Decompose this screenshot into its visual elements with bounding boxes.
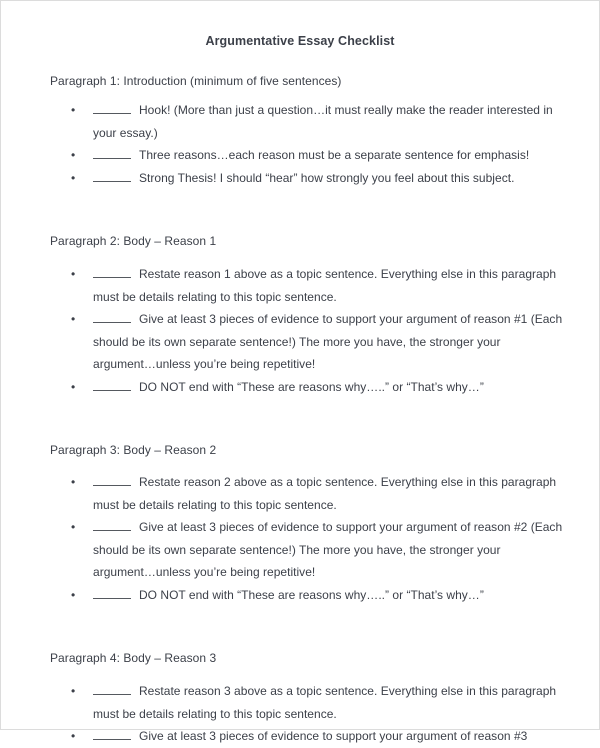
checklist-item: [1, 725, 599, 748]
checklist-item: [1, 99, 599, 144]
checklist-item-label: DO NOT end with “These are reasons why…..” or “That’s why…”: [139, 587, 484, 602]
blank-fill-in[interactable]: [93, 520, 131, 531]
section-heading: Paragraph 4: Body – Reason 3: [50, 651, 217, 665]
bullet-icon: •: [71, 520, 76, 534]
bullet-icon: •: [71, 103, 76, 117]
checklist-paragraph-3: [1, 457, 599, 606]
checklist-item-label: Strong Thesis! I should “hear” how strongly you feel about this subject.: [139, 170, 515, 185]
checklist-item-label: DO NOT end with “These are reasons why…..” or “That’s why…”: [139, 379, 484, 394]
bullet-icon: •: [71, 684, 76, 698]
section-paragraph-1: [1, 48, 599, 189]
section-heading: Paragraph 1: Introduction (minimum of five sentences): [50, 74, 342, 88]
section-paragraph-2: [1, 189, 599, 398]
blank-fill-in[interactable]: [93, 588, 131, 599]
blank-fill-in[interactable]: [93, 148, 131, 159]
checklist-item: [1, 263, 599, 308]
checklist-item: [1, 584, 599, 607]
blank-fill-in[interactable]: [93, 171, 131, 182]
checklist-paragraph-4: [1, 665, 599, 748]
blank-fill-in[interactable]: [93, 267, 131, 278]
checklist-item: [1, 308, 599, 376]
section-heading: Paragraph 2: Body – Reason 1: [50, 234, 217, 248]
bullet-icon: •: [71, 587, 76, 602]
blank-fill-in[interactable]: [93, 312, 131, 323]
blank-fill-in[interactable]: [93, 475, 131, 486]
page-title: Argumentative Essay Checklist: [205, 34, 395, 48]
checklist-item-label: Give at least 3 pieces of evidence to support your argument of reason #3: [139, 729, 528, 743]
bullet-icon: •: [71, 379, 76, 394]
checklist-item: [1, 680, 599, 725]
blank-fill-in[interactable]: [93, 729, 131, 740]
bullet-icon: •: [71, 148, 76, 162]
checklist-item: [1, 167, 599, 190]
bullet-icon: •: [71, 312, 76, 326]
checklist-paragraph-1: [1, 88, 599, 189]
blank-fill-in[interactable]: [93, 103, 131, 114]
checklist-item: [1, 376, 599, 399]
checklist-paragraph-2: [1, 248, 599, 398]
bullet-icon: •: [71, 267, 76, 281]
checklist-item-label: Hook! (More than just a question…it must really make the reader interested in your essay.): [93, 103, 553, 140]
checklist-item: [1, 471, 599, 516]
bullet-icon: •: [71, 475, 76, 489]
checklist-item-label: Restate reason 3 above as a topic sentence. Everything else in this paragraph must be details relating to this topic sentence.: [93, 684, 557, 721]
bullet-icon: •: [71, 729, 76, 743]
checklist-item-label: Three reasons…each reason must be a separate sentence for emphasis!: [139, 148, 530, 162]
checklist-item-label: Restate reason 1 above as a topic sentence. Everything else in this paragraph must be details relating to this topic sentence.: [93, 267, 557, 304]
section-heading: Paragraph 3: Body – Reason 2: [50, 443, 217, 457]
bullet-icon: •: [71, 170, 76, 185]
section-paragraph-3: [1, 398, 599, 606]
blank-fill-in[interactable]: [93, 380, 131, 391]
section-paragraph-4: [1, 606, 599, 748]
document-body: [1, 1, 599, 748]
checklist-item: [1, 144, 599, 167]
checklist-item: [1, 516, 599, 584]
checklist-item-label: Give at least 3 pieces of evidence to support your argument of reason #2 (Each should be its own separate sentence!) The more you have, the stronger your argument…unless you’re being repetitive!: [93, 520, 563, 579]
checklist-item-label: Give at least 3 pieces of evidence to support your argument of reason #1 (Each should be its own separate sentence!) The more you have, the stronger your argument…unless you’re being repetitive!: [93, 312, 563, 371]
checklist-item-label: Restate reason 2 above as a topic sentence. Everything else in this paragraph must be details relating to this topic sentence.: [93, 475, 557, 512]
blank-fill-in[interactable]: [93, 684, 131, 695]
